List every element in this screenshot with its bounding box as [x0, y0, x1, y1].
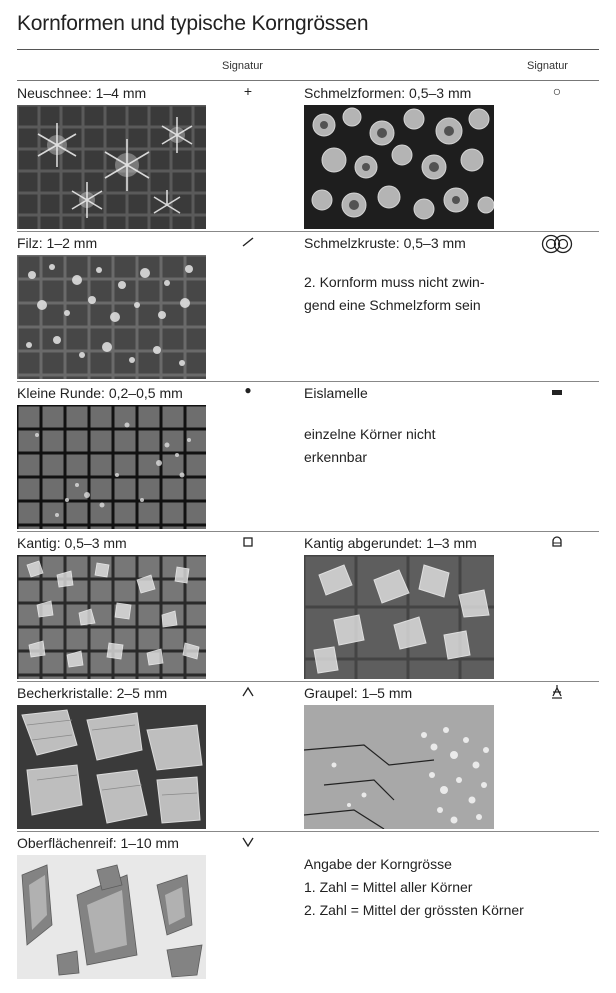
note-line: 2. Kornform muss nicht zwin-	[304, 274, 485, 290]
photo-depth-hoar	[17, 705, 206, 829]
page-title: Kornformen und typische Korngrössen	[17, 12, 369, 35]
table-row	[17, 831, 599, 981]
photo-melt-forms	[304, 105, 494, 229]
photo-surface-hoar	[17, 855, 206, 979]
photo-rounded-faceted	[304, 555, 494, 679]
grain-label-kantig: Kantig: 0,5–3 mm	[17, 535, 127, 551]
v-symbol-icon	[236, 833, 260, 851]
plus-symbol-icon: +	[243, 83, 253, 99]
note-line: gend eine Schmelzform sein	[304, 297, 481, 313]
grain-label-kleine-runde: Kleine Runde: 0,2–0,5 mm	[17, 385, 183, 401]
photo-graupel	[304, 705, 494, 829]
graupel-symbol-icon	[545, 683, 569, 701]
rounded-square-symbol-icon	[545, 533, 569, 551]
slash-symbol-icon	[236, 233, 260, 251]
photo-small-rounded	[17, 405, 206, 529]
photo-new-snow	[17, 105, 206, 229]
table-row	[17, 381, 599, 531]
note-eislamelle	[304, 423, 436, 469]
grain-label-eislamelle: Eislamelle	[304, 385, 368, 401]
title-rule	[17, 49, 599, 50]
circle-symbol-icon: ○	[552, 83, 562, 99]
grain-label-filz: Filz: 1–2 mm	[17, 235, 98, 251]
square-symbol-icon	[236, 533, 260, 551]
grain-label-neuschnee: Neuschnee: 1–4 mm	[17, 85, 147, 101]
filled-dot-symbol-icon: ●	[244, 383, 252, 397]
table-row	[17, 681, 599, 831]
note-line: 1. Zahl = Mittel aller Körner	[304, 879, 473, 895]
note-line: 2. Zahl = Mittel der grössten Körner	[304, 902, 524, 918]
grain-label-graupel: Graupel: 1–5 mm	[304, 685, 413, 701]
grain-label-kantig-abgerundet: Kantig abgerundet: 1–3 mm	[304, 535, 477, 551]
grain-label-becherkristalle: Becherkristalle: 2–5 mm	[17, 685, 168, 701]
grain-label-schmelzformen: Schmelzformen: 0,5–3 mm	[304, 85, 472, 101]
note-line: erkennbar	[304, 449, 368, 465]
table-row	[17, 531, 599, 681]
table-row	[17, 231, 599, 381]
note-line: einzelne Körner nicht	[304, 426, 436, 442]
note-schmelzkruste	[304, 271, 485, 317]
bar-symbol-icon	[545, 383, 569, 401]
grain-label-schmelzkruste: Schmelzkruste: 0,5–3 mm	[304, 235, 466, 251]
header-signatur-left: Signatur	[222, 60, 263, 72]
photo-felt	[17, 255, 206, 379]
photo-faceted	[17, 555, 206, 679]
table-row	[17, 81, 599, 231]
header-signatur-right: Signatur	[527, 60, 568, 72]
note-line: Angabe der Korngrösse	[304, 856, 452, 872]
caret-symbol-icon	[236, 683, 260, 701]
double-ring-symbol-icon	[545, 233, 569, 255]
grain-label-oberflaechenreif: Oberflächenreif: 1–10 mm	[17, 835, 179, 851]
note-korngroesse	[304, 853, 524, 922]
